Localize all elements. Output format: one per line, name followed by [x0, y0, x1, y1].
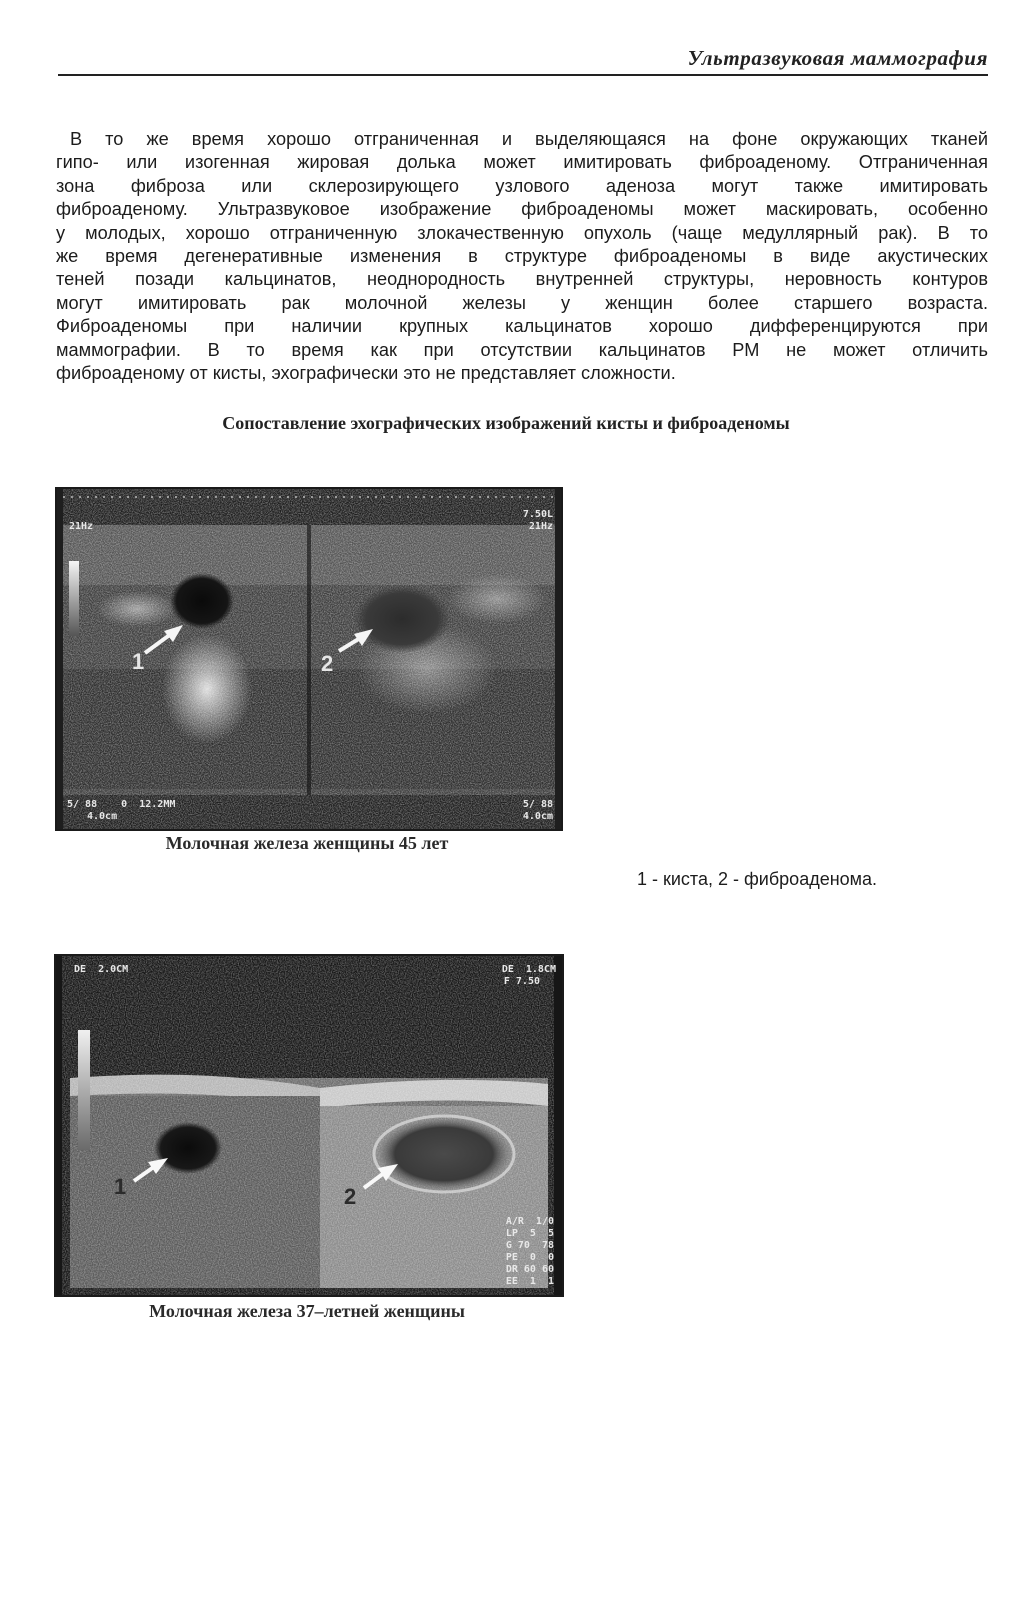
figure-caption-1: Молочная железа женщины 45 лет	[165, 833, 449, 853]
overlay-frequency: F 7.50	[503, 976, 540, 987]
overlay-param: PE 0 0	[505, 1252, 554, 1263]
paragraph-line: маммографии. В то время как при отсутствии кальцинатов РМ не может отличить	[56, 339, 988, 360]
paragraph-line: же время дегенеративные изменения в структуре фиброаденомы в виде акустических	[56, 246, 988, 267]
figure-caption-2: Молочная железа 37–летней женщины	[149, 1301, 465, 1321]
paragraph-line: В то же время хорошо отграниченная и выделяющаяся на фоне окружающих тканей	[70, 129, 988, 149]
overlay-probe: 7.50L	[522, 509, 553, 520]
paragraph-line: фиброаденому от кисты, эхографически это не представляет сложности.	[56, 363, 676, 384]
overlay-gain-right: 5/ 88	[522, 799, 553, 810]
overlay-depth-left: 4.0cm	[87, 811, 118, 822]
paragraph-line: могут имитировать рак молочной железы у женщин более старшего возраста.	[56, 292, 988, 313]
marker-cyst: 1	[114, 1174, 127, 1199]
marker-cyst: 1	[132, 649, 145, 674]
overlay-param: G 70 78	[505, 1240, 554, 1251]
overlay-frequency-right: 21Hz	[528, 521, 553, 532]
overlay-param: LP 5 5	[505, 1228, 554, 1239]
paragraph-line: у молодых, хорошо отграниченную злокачественную опухоль (чаще медуллярный рак). В то	[56, 222, 988, 243]
paragraph-line: фиброаденому. Ультразвуковое изображение фиброаденомы может маскировать, особенно	[56, 199, 988, 220]
overlay-depth-right: DE 1.8CM	[501, 964, 556, 975]
ultrasound-image-2	[54, 954, 564, 1297]
overlay-param: EE 1 1	[505, 1276, 554, 1287]
paragraph-line: гипо- или изогенная жировая долька может имитировать фиброаденому. Отграниченная	[56, 152, 988, 173]
overlay-frequency-left: 21Hz	[69, 521, 94, 532]
ultrasound-image-1	[55, 487, 563, 831]
body-paragraph	[56, 128, 988, 385]
running-head-title: Ультразвуковая маммография	[687, 46, 988, 70]
figure-legend: 1 - киста, 2 - фиброаденома.	[637, 869, 878, 889]
running-head	[58, 44, 988, 76]
ultrasound-scan-1	[57, 489, 561, 829]
overlay-measure: 5/ 88 0 12.2MM	[67, 799, 176, 810]
overlay-depth-left: DE 2.0CM	[74, 964, 129, 975]
marker-fibroadenoma: 2	[321, 651, 334, 676]
overlay-param: A/R 1/0	[505, 1216, 554, 1227]
overlay-depth-right: 4.0cm	[522, 811, 553, 822]
paragraph-line: Фиброаденомы при наличии крупных кальцинатов хорошо дифференцируются при	[56, 316, 988, 337]
paragraph-line: теней позади кальцинатов, неоднородность внутренней структуры, неровность контуров	[56, 269, 988, 290]
overlay-param: DR 60 60	[505, 1264, 554, 1275]
section-heading: Сопоставление эхографических изображений кисты и фиброаденомы	[222, 413, 790, 433]
paragraph-line: зона фиброза или склерозирующего узлового аденоза могут также имитировать	[56, 175, 988, 196]
marker-fibroadenoma: 2	[344, 1184, 357, 1209]
ultrasound-scan-2	[56, 956, 562, 1295]
